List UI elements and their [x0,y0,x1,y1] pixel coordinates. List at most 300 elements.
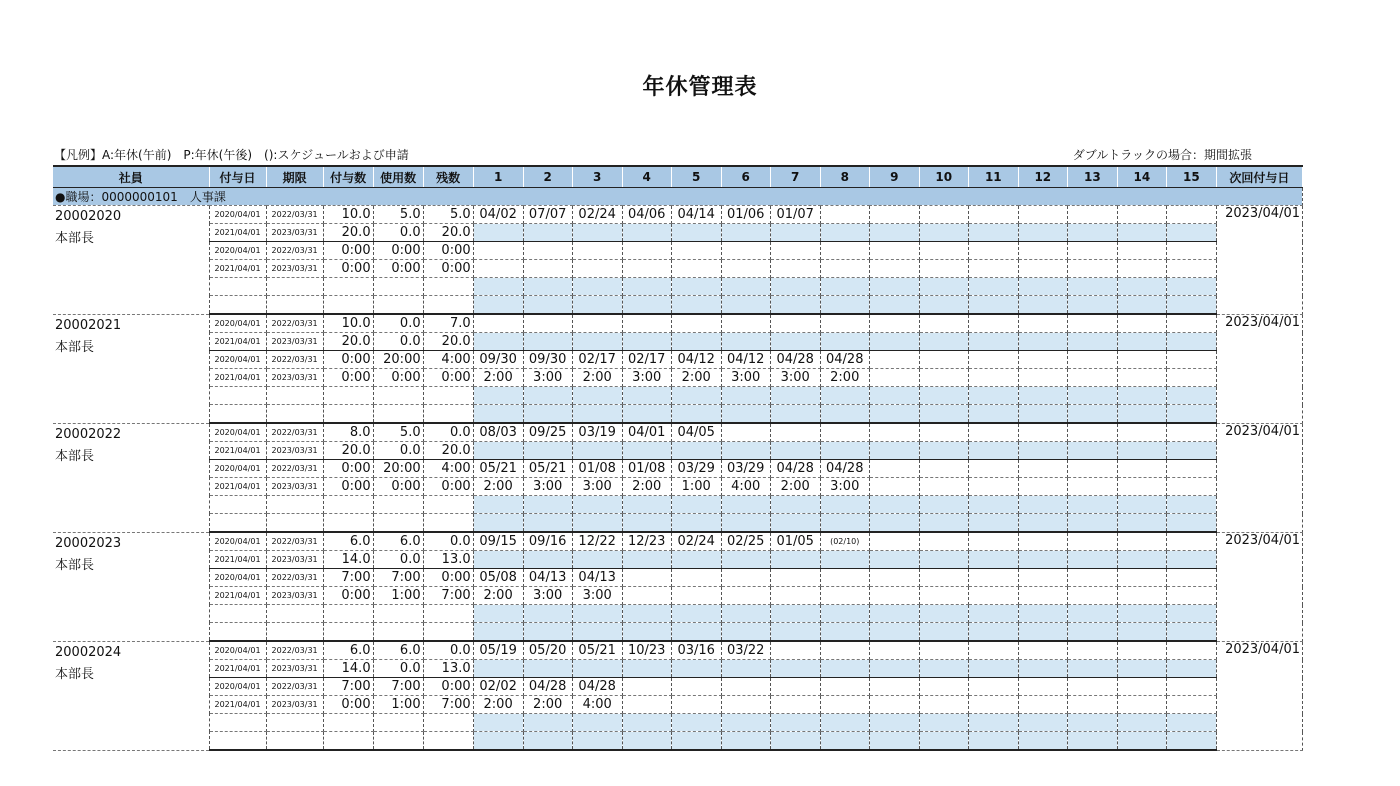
day-cell [671,242,721,260]
day-cell [869,423,919,442]
table-row [53,714,1303,732]
day-cell: 02/25 [721,532,770,551]
day-cell: 04/12 [671,351,721,369]
day-cell [1166,623,1216,642]
used-cell: 0:00 [373,478,423,496]
day-cell [1117,369,1166,387]
table-row [53,242,1303,260]
grant-date-cell: 2020/04/01 [209,641,266,660]
day-cell [1067,314,1117,333]
header-used: 使用数 [373,166,423,188]
remaining-cell: 7.0 [423,314,473,333]
grant-date-cell: 2020/04/01 [209,532,266,551]
day-cell [473,605,523,623]
day-cell [622,496,671,514]
day-cell [1166,496,1216,514]
day-cell: 02/17 [572,351,622,369]
next-grant-cell: 2023/04/01 [1216,423,1302,532]
table-row [53,678,1303,696]
used-cell: 0.0 [373,333,423,351]
day-cell [869,333,919,351]
grant-date-cell: 2021/04/01 [209,224,266,242]
day-cell [770,514,820,533]
day-cell [721,496,770,514]
used-cell [373,387,423,405]
day-cell [1117,696,1166,714]
day-cell [869,206,919,224]
table-row [53,296,1303,315]
day-cell: 04/28 [770,351,820,369]
day-cell [622,732,671,751]
grant-date-cell: 2020/04/01 [209,460,266,478]
day-cell [869,623,919,642]
granted-cell: 20.0 [323,333,373,351]
day-cell [572,405,622,424]
day-cell: 02/24 [671,532,721,551]
day-cell [1166,587,1216,605]
header-day-1: 1 [473,166,523,188]
day-cell [1117,442,1166,460]
day-cell [1166,333,1216,351]
day-cell [622,224,671,242]
granted-cell: 8.0 [323,423,373,442]
day-cell [1018,242,1067,260]
day-cell [1117,569,1166,587]
day-cell [820,514,869,533]
day-cell [1166,369,1216,387]
day-cell [523,387,572,405]
remaining-cell: 0.0 [423,532,473,551]
day-cell: 02/24 [572,206,622,224]
day-cell [671,278,721,296]
day-cell [968,206,1018,224]
header-day-14: 14 [1117,166,1166,188]
day-cell [1067,296,1117,315]
used-cell: 5.0 [373,423,423,442]
day-cell [1166,224,1216,242]
day-cell [1067,387,1117,405]
grant-date-cell [209,405,266,424]
remaining-cell: 7:00 [423,587,473,605]
day-cell: 3:00 [622,369,671,387]
day-cell [1018,623,1067,642]
day-cell: 2:00 [473,696,523,714]
header-day-11: 11 [968,166,1018,188]
day-cell [770,732,820,751]
day-cell [572,278,622,296]
day-cell [671,496,721,514]
next-grant-cell: 2023/04/01 [1216,532,1302,641]
day-cell [968,641,1018,660]
day-cell [622,696,671,714]
table-row [53,660,1303,678]
day-cell [1166,278,1216,296]
day-cell [1166,732,1216,751]
deadline-cell: 2023/03/31 [266,224,323,242]
header-day-6: 6 [721,166,770,188]
day-cell [1117,260,1166,278]
day-cell [1018,351,1067,369]
day-cell [1018,696,1067,714]
day-cell [572,714,622,732]
day-cell: 1:00 [671,478,721,496]
remaining-cell [423,514,473,533]
granted-cell: 20.0 [323,224,373,242]
deadline-cell: 2022/03/31 [266,206,323,224]
day-cell [919,478,968,496]
granted-cell [323,714,373,732]
day-cell [968,732,1018,751]
remaining-cell: 0.0 [423,423,473,442]
day-cell [1018,423,1067,442]
deadline-cell: 2022/03/31 [266,242,323,260]
day-cell [473,496,523,514]
header-day-5: 5 [671,166,721,188]
day-cell [622,514,671,533]
day-cell [721,387,770,405]
day-cell: 05/21 [523,460,572,478]
day-cell [572,660,622,678]
granted-cell: 6.0 [323,532,373,551]
granted-cell [323,496,373,514]
day-cell [919,660,968,678]
day-cell [869,696,919,714]
day-cell [1067,514,1117,533]
header-day-15: 15 [1166,166,1216,188]
day-cell: 3:00 [770,369,820,387]
day-cell [1117,551,1166,569]
remaining-cell: 0:00 [423,478,473,496]
day-cell [919,242,968,260]
day-cell [1166,641,1216,660]
day-cell [473,442,523,460]
day-cell [721,224,770,242]
day-cell [1018,605,1067,623]
day-cell [572,314,622,333]
granted-cell [323,405,373,424]
day-cell [473,387,523,405]
next-grant-cell: 2023/04/01 [1216,641,1302,750]
day-cell [919,387,968,405]
grant-date-cell [209,714,266,732]
day-cell [671,224,721,242]
header-remaining: 残数 [423,166,473,188]
granted-cell [323,605,373,623]
day-cell [671,514,721,533]
day-cell: 4:00 [721,478,770,496]
remaining-cell: 13.0 [423,660,473,678]
deadline-cell: 2022/03/31 [266,460,323,478]
day-cell [770,296,820,315]
day-cell [671,333,721,351]
day-cell: 01/07 [770,206,820,224]
day-cell [473,260,523,278]
header-day-4: 4 [622,166,671,188]
remaining-cell: 0:00 [423,242,473,260]
deadline-cell [266,514,323,533]
header-day-7: 7 [770,166,820,188]
day-cell [671,569,721,587]
remaining-cell: 0:00 [423,569,473,587]
header-next-grant: 次回付与日 [1216,166,1302,188]
day-cell [1067,714,1117,732]
department-row [53,188,1303,206]
granted-cell: 0:00 [323,351,373,369]
day-cell [869,532,919,551]
day-cell [1166,478,1216,496]
day-cell [1018,206,1067,224]
day-cell [820,587,869,605]
day-cell [1166,660,1216,678]
used-cell [373,278,423,296]
day-cell [721,514,770,533]
used-cell: 1:00 [373,696,423,714]
day-cell [473,333,523,351]
day-cell [523,278,572,296]
day-cell [1067,423,1117,442]
used-cell [373,405,423,424]
day-cell: 3:00 [721,369,770,387]
day-cell [523,732,572,751]
day-cell [770,623,820,642]
day-cell [919,496,968,514]
day-cell [968,696,1018,714]
day-cell: 2:00 [572,369,622,387]
day-cell: 01/08 [572,460,622,478]
remaining-cell [423,714,473,732]
day-cell [721,242,770,260]
day-cell [721,423,770,442]
day-cell [919,206,968,224]
day-cell [869,551,919,569]
remaining-cell: 5.0 [423,206,473,224]
day-cell [1067,333,1117,351]
day-cell [622,678,671,696]
day-cell [968,242,1018,260]
day-cell [572,333,622,351]
day-cell [671,660,721,678]
deadline-cell: 2023/03/31 [266,587,323,605]
day-cell [1018,460,1067,478]
day-cell: 03/22 [721,641,770,660]
day-cell [968,569,1018,587]
day-cell [770,242,820,260]
day-cell [919,278,968,296]
table-row [53,623,1303,642]
day-cell [820,678,869,696]
day-cell [820,732,869,751]
day-cell [1117,496,1166,514]
grant-date-cell [209,387,266,405]
day-cell [1117,387,1166,405]
day-cell: 04/12 [721,351,770,369]
day-cell [572,551,622,569]
day-cell [1067,696,1117,714]
table-row [53,278,1303,296]
day-cell [1117,423,1166,442]
used-cell: 0.0 [373,660,423,678]
day-cell [1018,514,1067,533]
day-cell [869,714,919,732]
day-cell [968,460,1018,478]
header-day-12: 12 [1018,166,1067,188]
day-cell [1067,532,1117,551]
day-cell [1018,714,1067,732]
granted-cell: 7:00 [323,678,373,696]
day-cell [968,278,1018,296]
day-cell: 12/22 [572,532,622,551]
day-cell [1067,460,1117,478]
employee-id: 20002024 [55,644,122,660]
used-cell [373,714,423,732]
day-cell [1067,478,1117,496]
deadline-cell [266,278,323,296]
table-row [53,442,1303,460]
day-cell [1117,333,1166,351]
day-cell [1117,278,1166,296]
granted-cell: 0:00 [323,369,373,387]
day-cell [820,442,869,460]
day-cell [572,442,622,460]
day-cell [721,442,770,460]
day-cell [968,442,1018,460]
table-row [53,478,1303,496]
day-cell [1067,660,1117,678]
day-cell [968,423,1018,442]
day-cell [523,660,572,678]
used-cell: 0:00 [373,369,423,387]
day-cell [820,605,869,623]
day-cell [721,551,770,569]
day-cell [919,514,968,533]
day-cell [1166,514,1216,533]
day-cell [1067,496,1117,514]
remaining-cell [423,496,473,514]
granted-cell: 20.0 [323,442,373,460]
day-cell [1018,551,1067,569]
table-row [53,696,1303,714]
day-cell [770,387,820,405]
day-cell: 03/29 [721,460,770,478]
deadline-cell: 2022/03/31 [266,532,323,551]
day-cell [1117,478,1166,496]
table-row [53,587,1303,605]
deadline-cell: 2023/03/31 [266,551,323,569]
day-cell [1018,296,1067,315]
day-cell: 04/28 [820,351,869,369]
granted-cell: 0:00 [323,460,373,478]
granted-cell: 14.0 [323,660,373,678]
double-track-note: ダブルトラックの場合：期間拡張 [1072,148,1252,162]
day-cell: 05/08 [473,569,523,587]
day-cell [820,660,869,678]
day-cell [820,714,869,732]
day-cell [1117,514,1166,533]
day-cell [820,405,869,424]
remaining-cell: 0.0 [423,641,473,660]
day-cell [721,278,770,296]
used-cell: 0.0 [373,224,423,242]
day-cell [820,641,869,660]
deadline-cell: 2022/03/31 [266,641,323,660]
day-cell [820,260,869,278]
day-cell: 10/23 [622,641,671,660]
day-cell [1018,532,1067,551]
day-cell: (02/10) [820,532,869,551]
day-cell [1067,678,1117,696]
remaining-cell: 20.0 [423,333,473,351]
day-cell [523,296,572,315]
table-row [53,551,1303,569]
day-cell [968,405,1018,424]
header-granted: 付与数 [323,166,373,188]
day-cell [770,278,820,296]
day-cell [770,442,820,460]
day-cell: 04/13 [572,569,622,587]
day-cell [523,605,572,623]
day-cell [869,242,919,260]
day-cell [770,678,820,696]
remaining-cell [423,278,473,296]
employee-title: 本部長 [55,231,95,246]
day-cell [1166,314,1216,333]
day-cell [770,569,820,587]
remaining-cell: 13.0 [423,551,473,569]
day-cell [622,333,671,351]
header-grant-date: 付与日 [209,166,266,188]
deadline-cell [266,296,323,315]
day-cell [869,460,919,478]
day-cell [622,605,671,623]
day-cell [1117,605,1166,623]
day-cell [1018,260,1067,278]
day-cell: 04/14 [671,206,721,224]
day-cell [721,314,770,333]
deadline-cell [266,623,323,642]
day-cell [968,369,1018,387]
table-row [53,569,1303,587]
day-cell [473,242,523,260]
remaining-cell [423,623,473,642]
header-day-13: 13 [1067,166,1117,188]
deadline-cell: 2023/03/31 [266,333,323,351]
employee-cell [53,314,209,423]
day-cell [968,678,1018,696]
day-cell [1067,369,1117,387]
day-cell: 07/07 [523,206,572,224]
day-cell: 3:00 [523,478,572,496]
day-cell [869,296,919,315]
day-cell [1018,314,1067,333]
day-cell [968,714,1018,732]
day-cell [721,296,770,315]
table-row [53,405,1303,424]
day-cell [770,260,820,278]
table-row [53,423,1303,442]
table-row [53,369,1303,387]
granted-cell: 0:00 [323,242,373,260]
day-cell [919,351,968,369]
day-cell: 3:00 [572,587,622,605]
used-cell: 7:00 [373,678,423,696]
day-cell [1067,260,1117,278]
day-cell [968,387,1018,405]
grant-date-cell [209,514,266,533]
deadline-cell: 2023/03/31 [266,696,323,714]
day-cell [1018,369,1067,387]
day-cell [622,569,671,587]
day-cell [1166,551,1216,569]
